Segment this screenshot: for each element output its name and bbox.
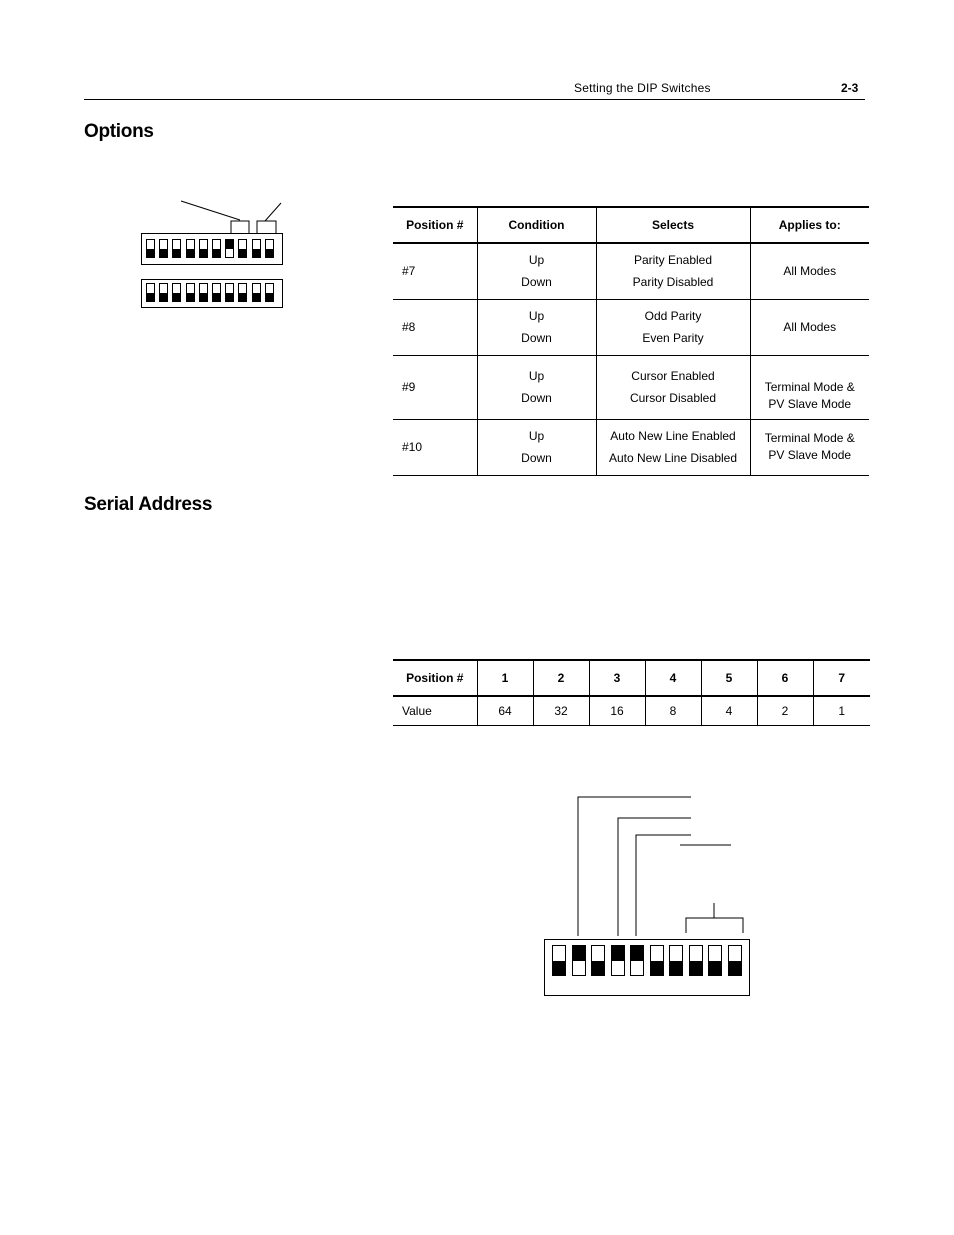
col-header-applies-to: Applies to: — [750, 207, 869, 243]
dip-switch-7 — [669, 945, 683, 976]
col-header-position: Position # — [406, 218, 464, 232]
selects-cell: Parity Enabled Parity Disabled — [596, 243, 750, 299]
applies-cell: All Modes — [750, 299, 869, 355]
dip-switch-9 — [708, 945, 722, 976]
condition-cell: Up Down — [477, 419, 596, 475]
selects-cell: Auto New Line Enabled Auto New Line Disabled — [596, 419, 750, 475]
dip-switch-10 — [728, 945, 742, 976]
col-header-5: 5 — [701, 660, 757, 696]
dip-switch-1 — [552, 945, 566, 976]
dip-switch-6 — [650, 945, 664, 976]
value-cell: 64 — [477, 696, 533, 725]
serial-dip-switch-bank — [544, 939, 750, 996]
running-header-title: Setting the DIP Switches — [574, 81, 711, 95]
selects-cell: Odd Parity Even Parity — [596, 299, 750, 355]
col-header-1: 1 — [477, 660, 533, 696]
value-cell: 4 — [701, 696, 757, 725]
condition-cell: Up Down — [477, 299, 596, 355]
dip-switch-8 — [689, 945, 703, 976]
position-cell: #10 — [393, 419, 477, 475]
col-header-position: Position # — [406, 671, 464, 685]
dip-switch-4 — [611, 945, 625, 976]
col-header-selects: Selects — [596, 207, 750, 243]
applies-cell: Terminal Mode & PV Slave Mode — [750, 419, 869, 475]
col-header-4: 4 — [645, 660, 701, 696]
dip-switch-2 — [572, 945, 586, 976]
applies-cell: All Modes — [750, 243, 869, 299]
value-cell: 2 — [757, 696, 813, 725]
position-cell: #8 — [393, 299, 477, 355]
condition-cell: Up Down — [477, 243, 596, 299]
applies-cell: Terminal Mode & PV Slave Mode — [750, 355, 869, 419]
col-header-6: 6 — [757, 660, 813, 696]
position-cell: #9 — [393, 355, 477, 419]
col-header-7: 7 — [813, 660, 870, 696]
selects-cell: Cursor Enabled Cursor Disabled — [596, 355, 750, 419]
dip-switch-3 — [591, 945, 605, 976]
position-cell: #7 — [393, 243, 477, 299]
col-header-condition: Condition — [477, 207, 596, 243]
row-label-cell: Value — [393, 696, 477, 725]
page-number: 2-3 — [841, 81, 859, 95]
options-heading: Options — [84, 121, 154, 142]
serial-address-heading: Serial Address — [84, 494, 213, 515]
value-cell: 32 — [533, 696, 589, 725]
dip-switch-5 — [630, 945, 644, 976]
condition-cell: Up Down — [477, 355, 596, 419]
value-cell: 16 — [589, 696, 645, 725]
col-header-2: 2 — [533, 660, 589, 696]
value-cell: 1 — [813, 696, 870, 725]
value-cell: 8 — [645, 696, 701, 725]
col-header-3: 3 — [589, 660, 645, 696]
